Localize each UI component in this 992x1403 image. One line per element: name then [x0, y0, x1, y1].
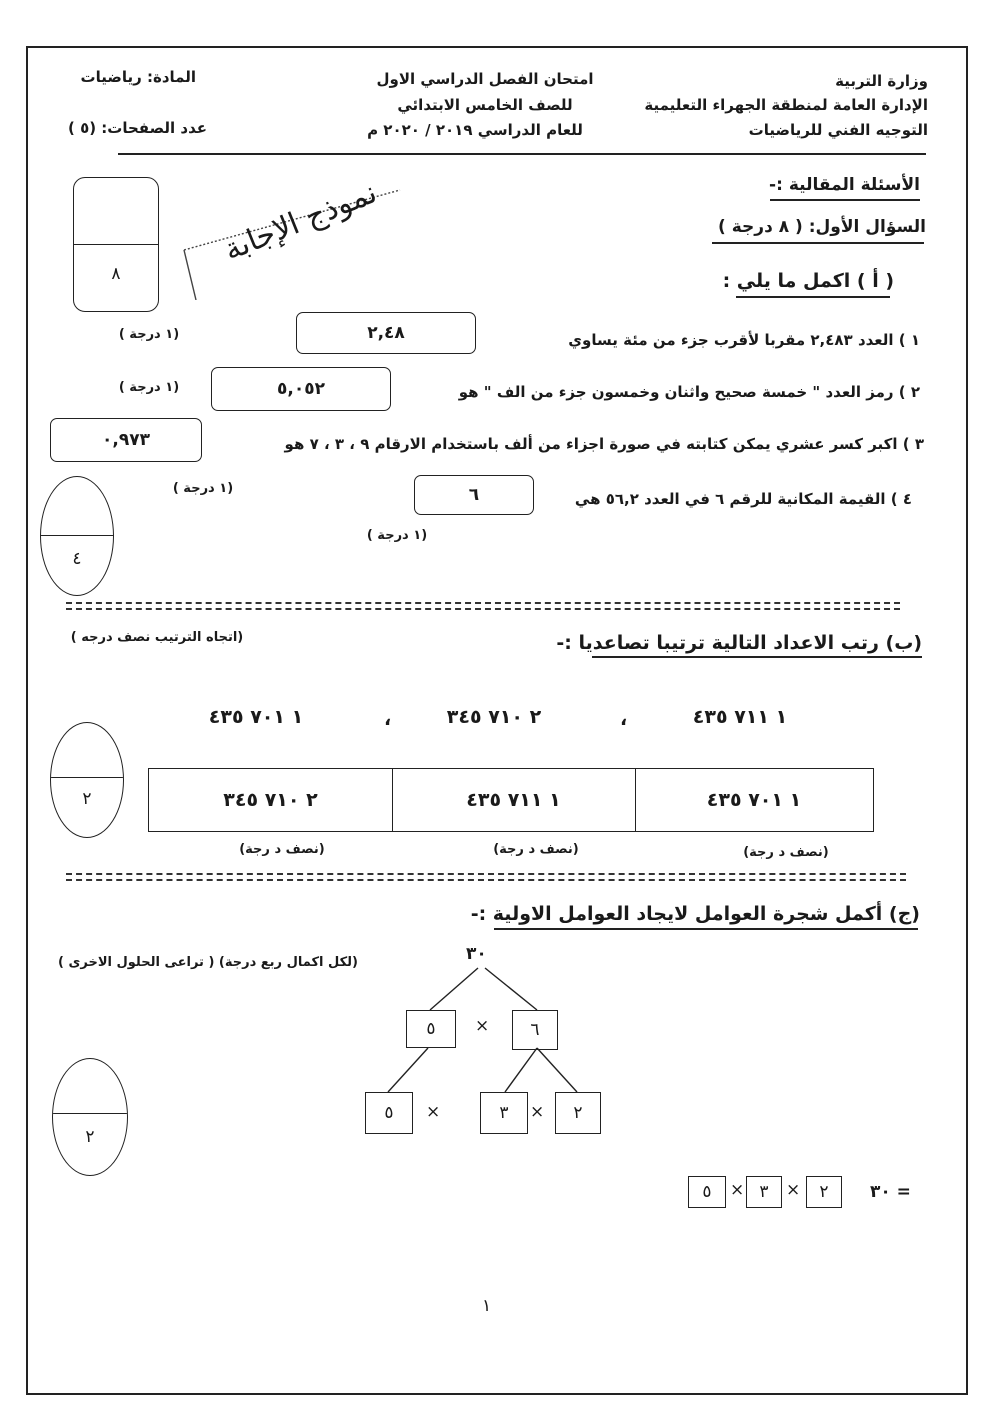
tree-l1-six[interactable]: ٦: [512, 1010, 558, 1050]
part-a-answer-3[interactable]: ٠,٩٧٣: [50, 418, 202, 462]
part-b-note: (اتجاه الترتيب نصف درجه ): [70, 630, 244, 645]
part-b-number-3: ١ ٧٠١ ٤٣٥: [208, 706, 304, 728]
total-score-value: ٨: [111, 264, 121, 284]
subject-label: المادة: رياضيات: [80, 68, 196, 86]
exam-title: امتحان الفصل الدراسي الاول: [376, 70, 594, 88]
part-b-comma-1: ،: [620, 708, 628, 730]
part-a-item-3: ٣ ) اكبر كسر عشري يمكن كتابته في صورة اجزاء من ألف باستخدام الارقام ٩ ، ٣ ، ٧ هو: [284, 435, 924, 453]
exam-grade: للصف الخامس الابتدائي: [397, 96, 573, 114]
page-number: ١: [482, 1296, 492, 1316]
result-times-2: ×: [730, 1180, 745, 1200]
part-a-item-4: ٤ ) القيمة المكانية للرقم ٦ في العدد ٥٦,٢ هي: [574, 490, 912, 508]
part-a-grade-2: (١ درجة ): [118, 380, 180, 395]
part-c-note: (لكل اكمال ربع درجة) ( تراعى الحلول الاخرى ): [58, 955, 358, 970]
school-year: للعام الدراسي ٢٠١٩ / ٢٠٢٠ م: [367, 121, 583, 139]
part-a-answer-4[interactable]: ٦: [414, 475, 534, 515]
ordering-cell-1[interactable]: ١ ٧٠١ ٤٣٥: [706, 789, 802, 811]
part-a-grade-3: (١ درجة ): [366, 528, 428, 543]
cell-grade-1: (نصف د رجة): [743, 845, 829, 860]
result-factor-five[interactable]: ٥: [688, 1176, 726, 1208]
part-a-grade-1: (١ درجة ): [118, 327, 180, 342]
result-times-1: ×: [786, 1180, 801, 1200]
tree-root: ٣٠: [466, 944, 487, 964]
part-b-number-2: ٢ ٧١٠ ٣٤٥: [446, 706, 542, 728]
part-a-score-value: ٤: [72, 549, 82, 569]
part-a-grade-4: (١ درجة ): [172, 481, 234, 496]
cell-grade-2: (نصف د رجة): [493, 842, 579, 857]
oval-divider: [53, 1113, 127, 1114]
tree-l2-times-1: ×: [426, 1102, 441, 1122]
tree-l2-five[interactable]: ٥: [365, 1092, 413, 1134]
tree-l2-two[interactable]: ٢: [555, 1092, 601, 1134]
part-c-score-oval: [52, 1058, 128, 1176]
part-b-comma-2: ،: [384, 708, 392, 730]
tree-l2-three[interactable]: ٣: [480, 1092, 528, 1134]
ministry-name: وزارة التربية: [835, 72, 928, 90]
part-a-item-1: ١ ) العدد ٢,٤٨٣ مقربا لأقرب جزء من مئة يساوي: [568, 331, 920, 349]
stamp-text: نموذج الإجابة: [219, 175, 382, 268]
question1-title: السؤال الأول: ( ٨ درجة ): [718, 217, 926, 237]
part-a-item-2: ٢ ) رمز العدد " خمسة صحيح واثنان وخمسون جزء من الف " هو: [458, 383, 920, 401]
cell-grade-3: (نصف د رجة): [239, 842, 325, 857]
tree-l1-five[interactable]: ٥: [406, 1010, 456, 1048]
part-c-score-value: ٢: [85, 1127, 95, 1147]
essay-section-title: الأسئلة المقالية :-: [769, 175, 920, 195]
result-factor-three[interactable]: ٣: [746, 1176, 782, 1208]
part-b-title: (ب) رتب الاعداد التالية ترتيبا تصاعديا :-: [556, 632, 922, 654]
tree-l1-times: ×: [475, 1016, 490, 1036]
part-b-number-1: ١ ٧١١ ٤٣٥: [692, 706, 788, 728]
pages-count: عدد الصفحات: (٥ ): [67, 119, 207, 137]
part-a-answer-2[interactable]: ٥,٠٥٢: [211, 367, 391, 411]
tree-l2-times-2: ×: [530, 1102, 545, 1122]
part-b-score-value: ٢: [82, 789, 92, 809]
directorate-name: الإدارة العامة لمنطقة الجهراء التعليمية: [644, 96, 928, 114]
result-label: ٣٠ =: [870, 1182, 911, 1202]
part-a-title: ( أ ) اكمل ما يلي :: [722, 270, 894, 292]
part-c-title: (ج) أكمل شجرة العوامل لايجاد العوامل الاولية :-: [470, 903, 920, 925]
ordering-cell-3[interactable]: ٢ ٧١٠ ٣٤٥: [223, 789, 318, 811]
department-name: التوجيه الفني للرياضيات: [748, 121, 928, 139]
part-a-answer-1[interactable]: ٢,٤٨: [296, 312, 476, 354]
result-factor-two[interactable]: ٢: [806, 1176, 842, 1208]
ordering-cell-2[interactable]: ١ ٧١١ ٤٣٥: [466, 789, 561, 811]
